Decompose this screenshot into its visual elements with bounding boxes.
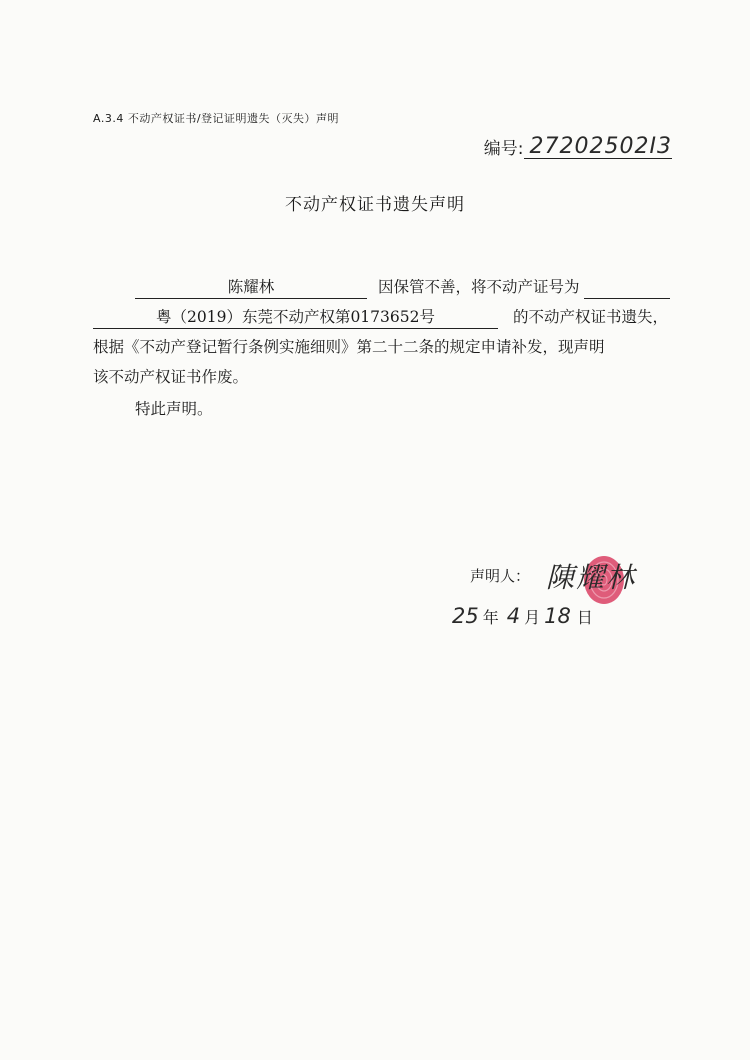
number-label: 编号: <box>483 139 524 159</box>
date-day-unit: 日 <box>576 608 593 627</box>
body-line-2 <box>93 302 668 332</box>
declaration-date <box>452 604 593 628</box>
number-value: 27202502I3 <box>524 136 672 159</box>
body-line-3: 根据《不动产登记暂行条例实施细则》第二十二条的规定申请补发，现声明 <box>93 338 605 356</box>
body-line-4: 该不动产权证书作废。 <box>93 368 249 386</box>
date-day: 18 <box>544 604 571 628</box>
date-year: 25 <box>452 604 479 628</box>
signer-label: 声明人： <box>470 566 531 585</box>
certificate-number: 粤（2019）东莞不动产权第0173652号 <box>93 306 498 329</box>
signer-row <box>470 540 688 610</box>
date-year-unit: 年 <box>482 608 499 627</box>
body-text-2: 的不动产权证书遗失， <box>512 308 668 326</box>
date-month: 4 <box>506 604 521 628</box>
signature-text: 陳耀林 <box>546 561 637 594</box>
body-text-1: 因保管不善，将不动产证号为 <box>377 278 580 296</box>
body-line-1 <box>135 272 670 302</box>
page-title: 不动产权证书遗失声明 <box>285 195 465 215</box>
blank-underline <box>584 276 670 299</box>
closing-text: 特此声明。 <box>135 400 213 418</box>
number-row <box>484 134 672 159</box>
date-month-unit: 月 <box>524 608 541 627</box>
signature <box>538 540 688 610</box>
form-code: A.3.4 不动产权证书/登记证明遗失（灭失）声明 <box>93 112 340 125</box>
owner-name: 陈耀林 <box>135 276 367 299</box>
